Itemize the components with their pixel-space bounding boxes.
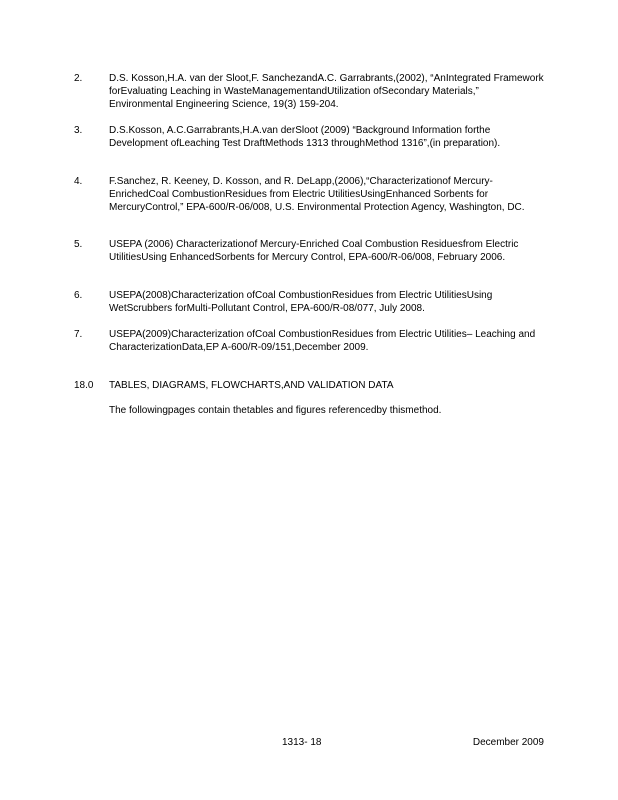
reference-text: D.S. Kosson,H.A. van der Sloot,F. SanchezandA.C. Garrabrants,(2002), “AnIntegrated Framework forEvaluating Leaching in WasteManagementandUtilization ofSecondary Materials,” Environmental Engineering Science, 19(3) 159-204. [109, 73, 544, 110]
reference-number: 3. [74, 125, 83, 136]
reference-number: 2. [74, 73, 83, 84]
reference-number: 5. [74, 239, 83, 250]
reference-number: 7. [74, 329, 83, 340]
reference-text: USEPA (2006) Characterizationof Mercury-Enriched Coal Combustion Residuesfrom Electric UtilitiesUsing EnhancedSorbents for Mercury Control, EPA-600/R-06/008, February 2006. [109, 239, 519, 263]
reference-text: USEPA(2009)Characterization ofCoal CombustionResidues from Electric Utilities– Leaching and CharacterizationData,EP A-600/R-09/151,December 2009. [109, 329, 536, 353]
reference-number: 4. [74, 176, 83, 187]
reference-text: F.Sanchez, R. Keeney, D. Kosson, and R. DeLapp,(2006),“Characterizationof Mercury-EnrichedCoal CombustionResidues from Electric UtilitiesUsingEnhanced Sorbents for MercuryControl,” EPA-600/R-06/008, U.S. Environmental Protection Agency, Washington, DC. [109, 176, 525, 213]
reference-text: USEPA(2008)Characterization ofCoal CombustionResidues from Electric UtilitiesUsing WetScrubbers forMulti-Pollutant Control, EPA-600/R-08/077, July 2008. [109, 290, 493, 314]
footer-date: December 2009 [472, 737, 544, 748]
reference-number: 6. [74, 290, 83, 301]
section-number: 18.0 [74, 380, 94, 391]
section-title: TABLES, DIAGRAMS, FLOWCHARTS,AND VALIDATION DATA [109, 380, 394, 391]
section-body: The followingpages contain thetables and figures referencedby thismethod. [109, 405, 442, 416]
footer-page-number: 1313- 18 [282, 737, 322, 748]
reference-text: D.S.Kosson, A.C.Garrabrants,H.A.van derSloot (2009) “Background Information forthe Development ofLeaching Test DraftMethods 1313 throughMethod 1316”,(in preparation). [109, 125, 501, 149]
